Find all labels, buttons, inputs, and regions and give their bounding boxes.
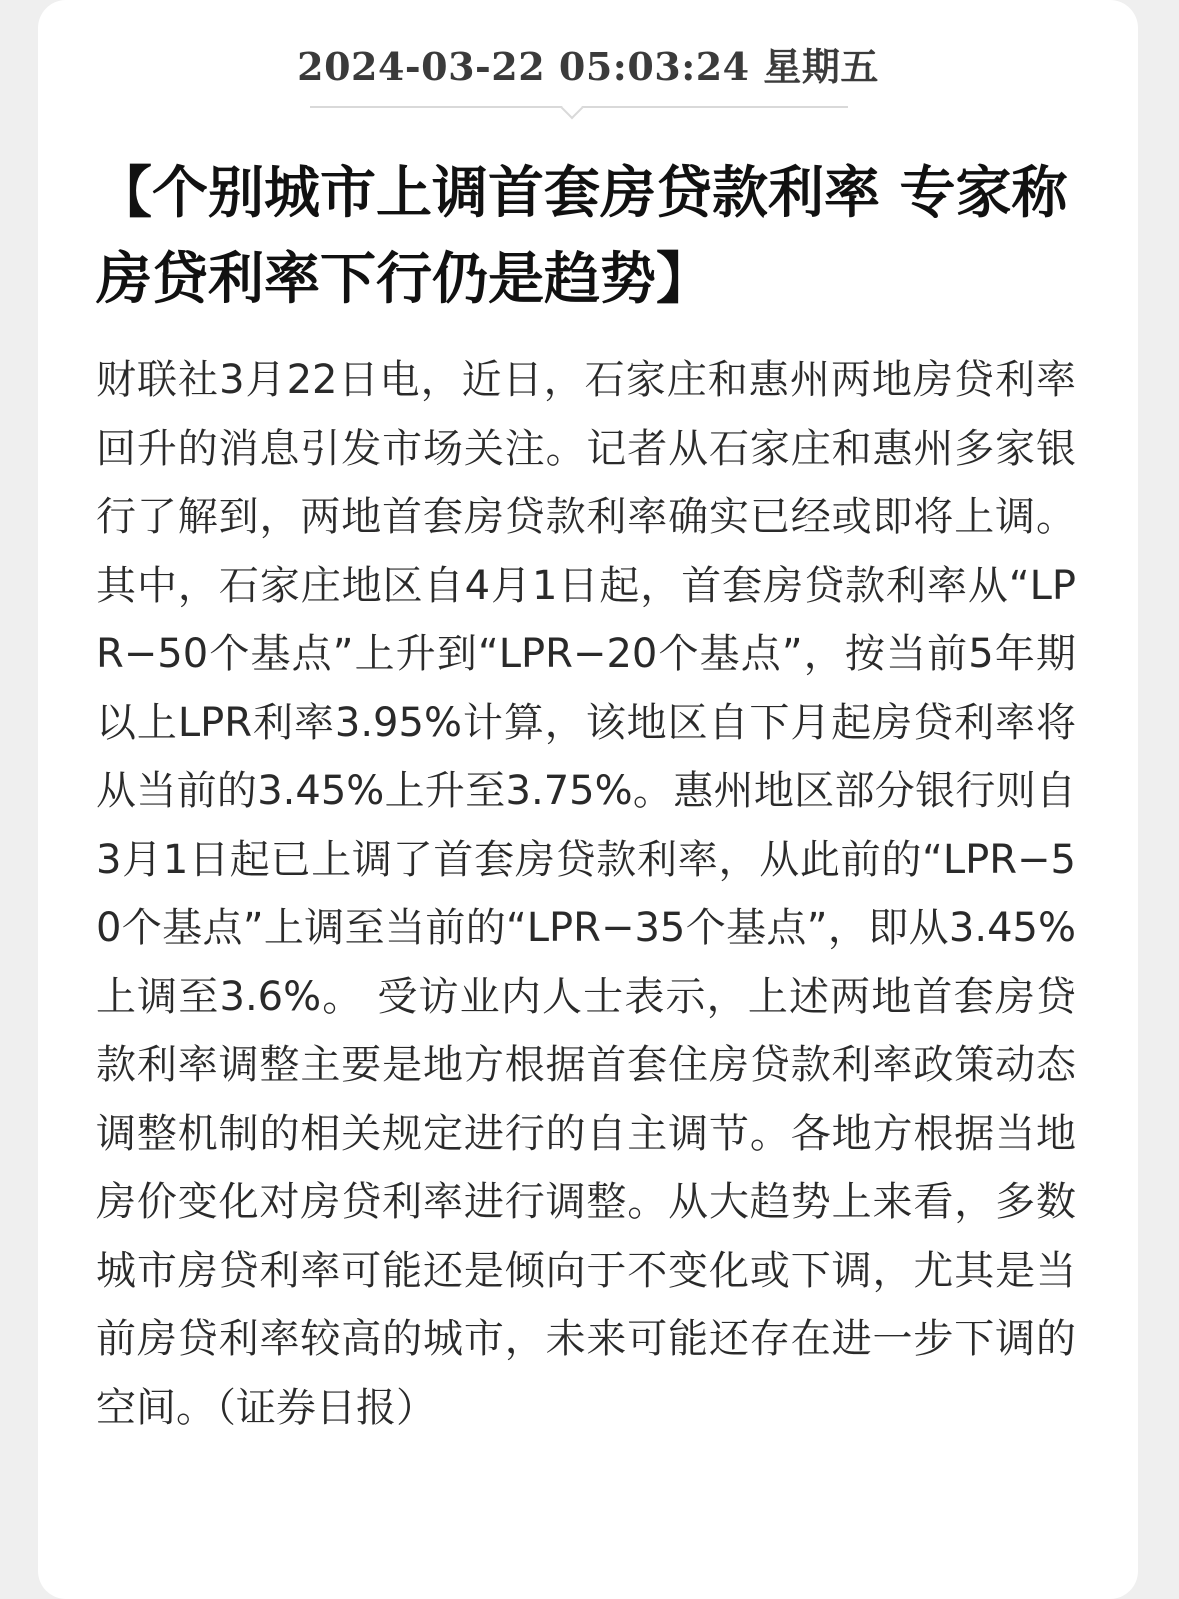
article-body: 财联社3月22日电，近日，石家庄和惠州两地房贷利率回升的消息引发市场关注。记者从石家庄和惠州多家银行了解到，两地首套房贷款利率确实已经或即将上调。其中，石家庄地区自4月1日起，首套房贷款利率从“LPR−50个基点”上升到“LPR−20个基点”，按当前5年期以上LPR利率3.95%计算，该地区自下月起房贷利率将从当前的3.45%上升至3.75%。惠州地区部分银行则自3月1日起已上调了首套房贷款利率，从此前的“LPR−50个基点”上调至当前的“LPR−35个基点”，即从3.45%上调至3.6%。 受访业内人士表示，上述两地首套房贷款利率调整主要是地方根据首套住房贷款利率政策动态调整机制的相关规定进行的自主调节。各地方根据当地房价变化对房贷利率进行调整。从大趋势上来看，多数城市房贷利率可能还是倾向于不变化或下调，尤其是当前房贷利率较高的城市，未来可能还存在进一步下调的空间。（证券日报） [96,357,1076,1431]
publish-datetime: 2024-03-22 05:03:24 星期五 [297,44,879,89]
article-card [38,0,1138,1599]
divider-notch-icon [561,97,584,120]
article-headline: 【个别城市上调首套房贷款利率 专家称房贷利率下行仍是趋势】 [96,160,1068,312]
